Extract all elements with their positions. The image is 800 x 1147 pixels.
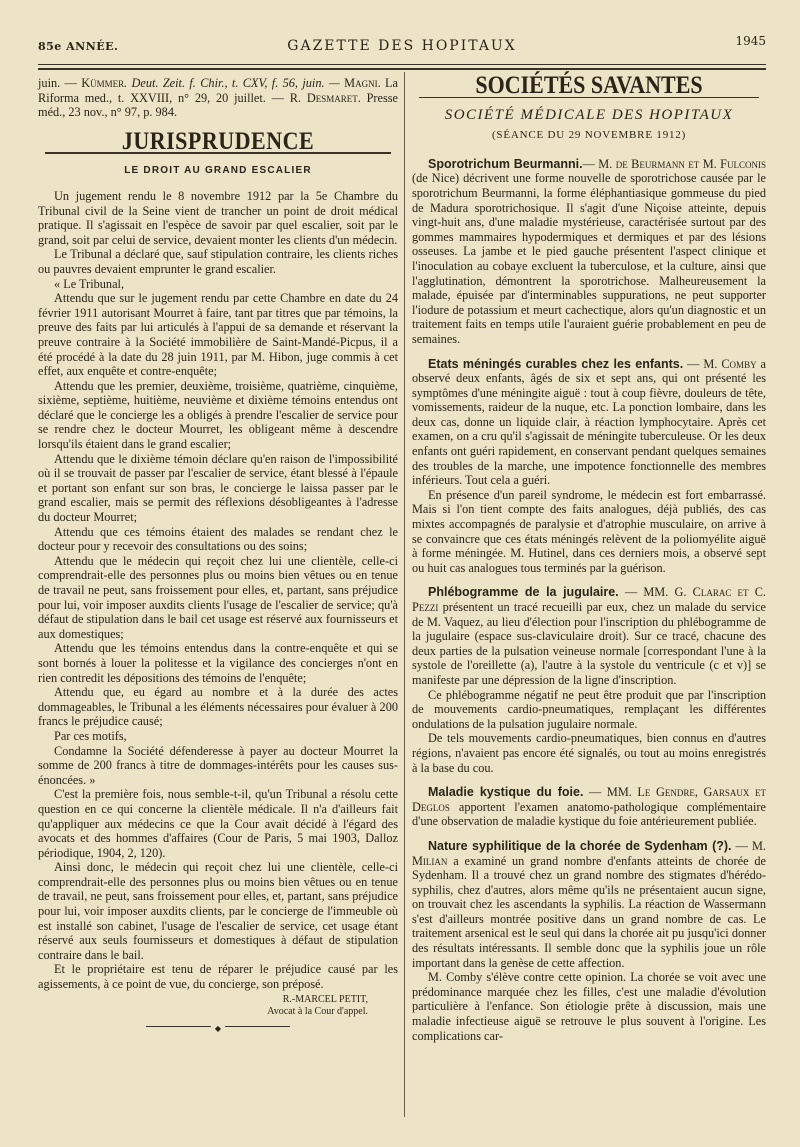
entry-title: Nature syphilitique de la chorée de Sydenham (?). xyxy=(428,838,732,853)
running-header xyxy=(38,34,766,58)
entry-paragraph xyxy=(412,839,766,970)
header-rule xyxy=(38,64,766,65)
society-name: SOCIÉTÉ MÉDICALE DES HOPITAUX xyxy=(444,106,734,123)
entry-title: Maladie kystique du foie. xyxy=(428,785,584,800)
article-paragraph: Attendu que le dixième témoin déclare qu'en raison de l'impossibilité où il se trouvait de passer par l'escalier de service, étant blessé à l'épaule et portant son enfant sur son bras, le concierge le laissa passer par le grand escalier, mais se permit des réflexions désobligeantes à l'adresse du docteur Mourret; xyxy=(38,451,398,525)
article-paragraph: Attendu que les témoins entendus dans la contre-enquête et qui se sont bornés à louer la politesse et la vigilance des concierges n'ont en rien contredit les dépositions des témoins de l'enquête; xyxy=(38,641,398,685)
article-paragraph: Ainsi donc, le médecin qui reçoit chez lui une clientèle, celle-ci comprendrait-elle des personnes plus ou moins bien vêtues ou en tenue de travail, ne peut, sans froissement pour elles, et, partant, sans préjudice pour lui, voir imposer auxdits clients, par le concierge de l'immeuble où est installé son cabinet, l'usage de l'escalier de service, cet usage étant réservé aux seuls fournisseurs et domestiques à défaut de stipulation contraire dans le bail. xyxy=(38,860,398,962)
entry-title: Phlébogramme de la jugulaire. xyxy=(428,585,619,600)
entry-paragraph: M. Comby s'élève contre cette opinion. La chorée se voit avec une prédominance marquée chez les filles, c'est une maladie d'évolution particulière à l'enfance. Son étiologie prête à discussion, mais une maladie infectieuse aiguë se retrouve le plus souvent à l'origine. Les complications car- xyxy=(412,970,766,1043)
end-ornament: ◆ xyxy=(211,1022,225,1037)
entry-paragraph xyxy=(412,157,766,347)
communication-entry xyxy=(412,357,766,576)
communication-entry xyxy=(412,157,766,347)
session-date: (SÉANCE DU 29 NOVEMBRE 1912) xyxy=(491,129,687,142)
entry-title: Sporotrichum Beurmanni. xyxy=(428,156,583,171)
article-title: LE DROIT AU GRAND ESCALIER xyxy=(124,165,312,177)
entry-authors: Comby xyxy=(721,356,757,371)
page-number: 1945 xyxy=(735,34,766,48)
article-paragraph: Attendu que sur le jugement rendu par cette Chambre en date du 24 février 1911 autorisant Mourret à faire, tant par titres que par témoins, la preuve des faits par lui articulés à l'appui de sa demande et réservant la preuve contraire à la Société immobilière de Saint-Mandé-Picpus, il a été procédé à la date du 28 juin 1911, par M. Hibon, juge commis à cet effet, aux enquête et contre-enquête; xyxy=(38,291,398,379)
entry-title: Etats méningés curables chez les enfants. xyxy=(428,356,684,371)
end-ornament-rule xyxy=(146,1023,290,1033)
entry-body: apportent l'examen anatomo-pathologique complémentaire d'une observation de maladie kystique du foie antérieurement publiée. xyxy=(412,799,766,829)
year-label: 85e ANNÉE. xyxy=(38,40,119,53)
communication-entry xyxy=(412,585,766,775)
entry-paragraph: De tels mouvements cardio-pneumatiques, bien connus en d'autres régions, n'avaient pas encore été signalés, ou tout au moins enregistrés à la base du cou. xyxy=(412,731,766,775)
society-entries xyxy=(412,157,766,1043)
article-paragraph: Un jugement rendu le 8 novembre 1912 par la 5e Chambre du Tribunal civil de la Seine vient de trancher un point de droit médical pratique. Il s'agissait en l'espèce de savoir par quel escalier, soit par le grand, soit par celui de service, devaient monter les clients d'un médecin. xyxy=(38,188,398,247)
entry-lead: — M. xyxy=(683,356,722,371)
article-paragraph: « Le Tribunal, xyxy=(54,276,125,291)
entry-lead: — M. xyxy=(731,838,766,853)
column-divider xyxy=(404,72,405,1117)
signature xyxy=(38,994,398,1018)
entry-authors: de Beurmann et M. Fulconis xyxy=(615,156,766,171)
section-title-jurisprudence: JURISPRUDENCE xyxy=(121,125,315,155)
references-continuation: juin. — Kümmer. Deut. Zeit. f. Chir., t. CXV, f. 56, juin. — Magni. La Riforma med., t. XXVIII, n° 29, 20 juillet. — R. Desmaret. Presse méd., 23 nov., n° 97, p. 984. xyxy=(38,76,398,120)
entry-paragraph xyxy=(412,357,766,488)
journal-title: GAZETTE DES HOPITAUX xyxy=(287,38,517,54)
entry-lead: — MM. xyxy=(583,785,638,800)
entry-paragraph: Ce phlébogramme négatif ne peut être produit que par l'inscription de mouvements cardio-pneumatiques, remplaçant les différentes ondulations de la pulsation jugulaire normale. xyxy=(412,687,766,731)
communication-entry xyxy=(412,839,766,1043)
section-title-societes: SOCIÉTÉS SAVANTES xyxy=(475,70,703,99)
article-body xyxy=(38,189,398,992)
article-paragraph: C'est la première fois, nous semble-t-il, qu'un Tribunal a résolu cette question en ce qui concerne la clientèle médicale. Il n'a d'ailleurs fait qu'appliquer aux médecins ce que la Cour avait décidé à l'égard des avocats et des hommes d'affaires (Cour de Paris, 5 mai 1903, Dalloz périodique, 1904, 2, 120). xyxy=(38,787,398,860)
entry-lead: — MM. G. xyxy=(618,585,693,600)
entry-body: présentent un tracé recueilli par eux, chez un malade du service de M. Vaquez, au lieu d'élection pour l'inscription du phlébogramme de la jugulaire (espace sus-claviculaire droit). Sur ce tracé, chacune des deux parties de la pulsation veineuse normale [correspondant l'une à la systole de l'oreillette (a), l'autre à la systole du ventricule (c et v)] se manifeste par une dépression de la ligne d'inscription. xyxy=(412,600,766,687)
entry-authors: Milian xyxy=(412,853,448,868)
entry-authors: Clarac et C. Pezzi xyxy=(412,585,766,614)
communication-entry xyxy=(412,785,766,829)
entry-body: a examiné un grand nombre d'enfants atteints de chorée de Sydenham. Il a trouvé chez un grand nombre des stigmates d'hérédo-syphilis, chez d'autres, alors même qu'ils ne présentaient aucun signe, on trouvait chez les ascendants la syphilis. La réaction de Wassermann s'est d'ailleurs montrée positive dans un grand nombre de cas. Le traitement arsenical est le seul qui dans la chorée ait pu jusqu'ici donner des résultats intéressants. Il semble donc que la syphilis joue un rôle important dans la genèse de cette affection. xyxy=(412,853,766,970)
entry-paragraph xyxy=(412,785,766,829)
article-paragraph: Attendu que le médecin qui reçoit chez lui une clientèle, celle-ci comprendrait-elle des personnes plus ou moins bien vêtues ou en tenue de travail ne peut, sans froissement pour elles, et, partant, sans préjudice pour lui, voir imposer auxdits clients l'usage de l'escalier de service; qu'à défaut de stipulation dans le bail cet usage est réservé aux fournisseurs et aux domestiques; xyxy=(38,553,398,641)
entry-authors: Le Gendre, Garsaux et Deglos xyxy=(412,785,766,814)
entry-body: a observé deux enfants, âgés de six et sept ans, qui ont présenté les symptômes d'une méningite aiguë : tout à coup fièvre, douleurs de tête, vomissements, raideur de la nuque, etc. La ponction lombaire, dans les deux cas, donne un liquide clair, à réaction lymphocytaire. Après cet examen, on a cru qu'il s'agissait de méningite tuberculeuse. Or les deux enfants ont guéri rapidement, en conservant pendant quelques semaines des troubles de la marche, une impotence fonctionnelle des membres inférieurs. Tout cela a guéri. xyxy=(412,356,766,488)
left-column xyxy=(38,76,398,1033)
article-paragraph: Attendu que les premier, deuxième, troisième, quatrième, cinquième, sixième, septième, huitième, neuvième et dixième témoins entendus ont déclaré que le concierge les a obligés à prendre l'escalier de service pour se rendre chez le docteur Mourret, les obligeant même à descendre lorsqu'ils étaient dans le grand escalier; xyxy=(38,378,398,452)
article-paragraph: Attendu que ces témoins étaient des malades se rendant chez le docteur pour y recevoir des consultations ou des soins; xyxy=(38,524,398,554)
article-paragraph: Le Tribunal a déclaré que, sauf stipulation contraire, les clients riches ou pauvres devaient emprunter le grand escalier. xyxy=(38,247,398,276)
entry-lead: — M. xyxy=(582,156,616,171)
entry-paragraph: En présence d'un pareil syndrome, le médecin est fort embarrassé. Mais si l'on tient compte des faits analogues, déjà publiés, des cas mixtes accompagnés de paralysie et d'atrophie musculaire, on arrive à se convaincre que ces états méningés relèvent de la poliomyélite aiguë à forme méningée. M. Hutinel, dans ces derniers mois, a observé sept ou huit cas analogues tous terminés par la guérison. xyxy=(412,487,766,575)
entry-paragraph xyxy=(412,585,766,687)
article-paragraph: Condamne la Société défenderesse à payer au docteur Mourret la somme de 200 francs à titre de dommages-intérêts pour les causes sus-énoncées. » xyxy=(38,743,398,787)
signature-name: R.-MARCEL PETIT, xyxy=(282,993,368,1005)
right-column xyxy=(412,70,766,1053)
article-paragraph: Attendu que, eu égard au nombre et à la durée des actes dommageables, le Tribunal a les éléments nécessaires pour évaluer à 200 francs le préjudice causé; xyxy=(38,685,398,729)
signature-role: Avocat à la Cour d'appel. xyxy=(267,1005,368,1017)
article-paragraph: Par ces motifs, xyxy=(54,728,127,743)
article-paragraph: Et le propriétaire est tenu de réparer le préjudice causé par les agissements, à ce point de vue, du concierge, son préposé. xyxy=(38,962,398,992)
entry-body: (de Nice) décrivent une forme nouvelle de sporotrichose causée par le sporotrichum Beurmanni, la forme éléphantiasique gommeuse du pied de Madura sporotrichosique. Il s'agit d'une Niçoise atteinte, depuis vingt-huit ans, d'une maladie mystérieuse, caractérisée surtout par des gommes mammaires hypodermiques et dermiques et par des lésions osseuses. La jambe et le pied gauche présentent l'aspect clinique et l'inoculation au cobaye excluent la tuberculose, et la culture, ainsi que l'agglutination, démontrent la sporotrichose. Malheureusement la malade, épuisée par d'interminables suppurations, ne peut supporter l'iodure de potassium et meurt cachectique, alors qu'un diagnostic et un traitement faits en temps utile l'auraient guérie probablement en peu de semaines. xyxy=(412,171,766,346)
